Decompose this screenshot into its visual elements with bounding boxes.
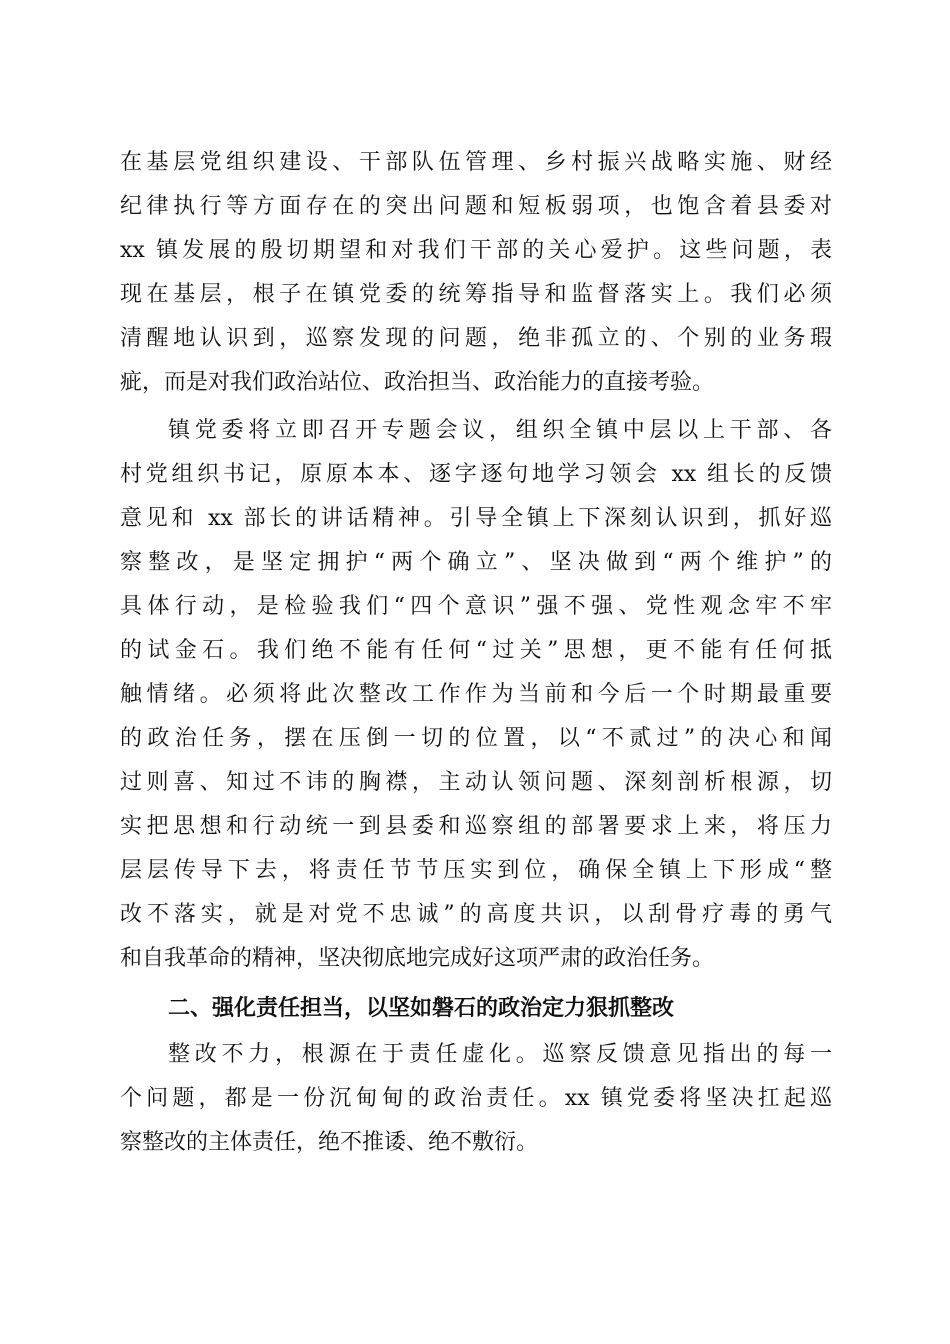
text-line: 察整改的主体责任，绝不推诿、绝不敷衍。 — [120, 1130, 539, 1155]
text-line: 纪律执行等方面存在的突出问题和短板弱项，也饱含着县委对 — [120, 194, 832, 219]
section-heading: 二、强化责任担当，以坚如磐石的政治定力狠抓整改 — [168, 996, 675, 1021]
text-line: xx 镇发展的殷切期望和对我们干部的关心爱护。这些问题，表 — [120, 238, 832, 263]
text-line: 意见和 xx 部长的讲话精神。引导全镇上下深刻认识到，抓好巡 — [120, 506, 832, 531]
text-line: 的试金石。我们绝不能有任何“过关”思想，更不能有任何抵 — [120, 638, 832, 663]
text-line: 实把思想和行动统一到县委和巡察组的部署要求上来，将压力 — [120, 814, 832, 839]
text-line: 察整改，是坚定拥护“两个确立”、坚决做到“两个维护”的 — [120, 550, 832, 575]
text-line: 过则喜、知过不讳的胸襟，主动认领问题、深刻剖析根源，切 — [120, 770, 832, 795]
text-line: 和自我革命的精神，坚决彻底地完成好这项严肃的政治任务。 — [120, 946, 715, 971]
text-line: 整改不力，根源在于责任虚化。巡察反馈意见指出的每一 — [168, 1042, 832, 1067]
text-line: 在基层党组织建设、干部队伍管理、乡村振兴战略实施、财经 — [120, 150, 832, 175]
text-line: 镇党委将立即召开专题会议，组织全镇中层以上干部、各 — [168, 418, 832, 443]
text-line: 触情绪。必须将此次整改工作作为当前和今后一个时期最重要 — [120, 682, 832, 707]
text-line: 具体行动，是检验我们“四个意识”强不强、党性观念牢不牢 — [120, 594, 832, 619]
text-line: 村党组织书记，原原本本、逐字逐句地学习领会 xx 组长的反馈 — [120, 462, 832, 487]
text-line: 清醒地认识到，巡察发现的问题，绝非孤立的、个别的业务瑕 — [120, 326, 832, 351]
text-line: 现在基层，根子在镇党委的统筹指导和监督落实上。我们必须 — [120, 282, 832, 307]
text-line: 层层传导下去，将责任节节压实到位，确保全镇上下形成“整 — [120, 858, 832, 883]
text-line: 个问题，都是一份沉甸甸的政治责任。xx 镇党委将坚决扛起巡 — [120, 1086, 832, 1111]
text-line: 的政治任务，摆在压倒一切的位置，以“不贰过”的决心和闻 — [120, 726, 832, 751]
text-line: 改不落实，就是对党不忠诚”的高度共识，以刮骨疗毒的勇气 — [120, 902, 832, 927]
text-line: 疵，而是对我们政治站位、政治担当、政治能力的直接考验。 — [120, 370, 715, 395]
